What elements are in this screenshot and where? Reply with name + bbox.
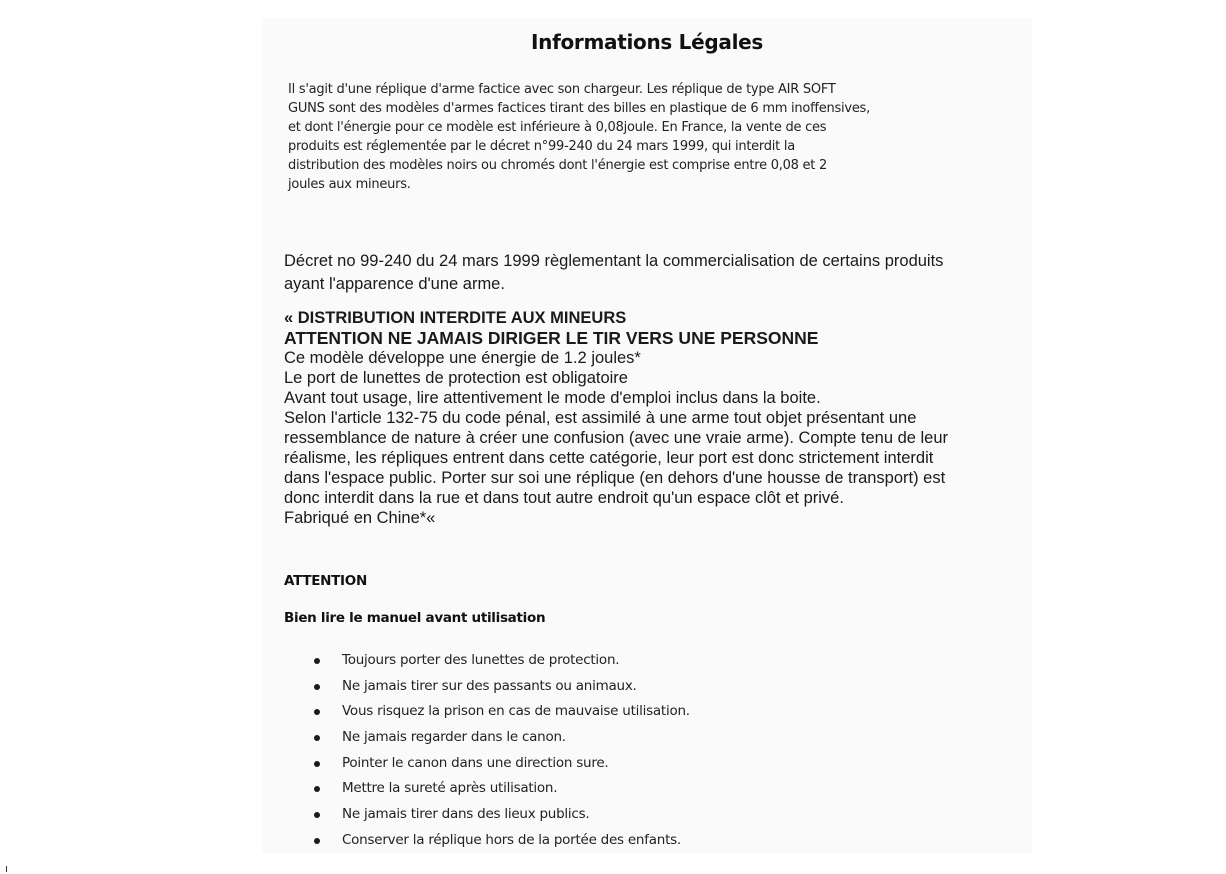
list-item-text: Mettre la sureté après utilisation. — [342, 780, 558, 797]
warning-line: Fabriqué en Chine*« — [284, 509, 436, 527]
bullet-icon — [314, 684, 320, 690]
warning-heading: « DISTRIBUTION INTERDITE AUX MINEURS — [284, 309, 627, 327]
list-item — [312, 648, 690, 674]
document-page — [262, 18, 1032, 853]
warning-block — [284, 308, 1034, 528]
warning-line: Avant tout usage, lire attentivement le mode d'emploi inclus dans la boite. — [284, 389, 821, 407]
warning-heading: ATTENTION NE JAMAIS DIRIGER LE TIR VERS UNE PERSONNE — [284, 328, 819, 348]
list-item — [312, 776, 690, 802]
decree-paragraph — [284, 250, 1034, 296]
warning-line: Selon l'article 132-75 du code pénal, est assimilé à une arme tout objet présentant une — [284, 409, 917, 427]
intro-line: distribution des modèles noirs ou chromés dont l'énergie est comprise entre 0,08 et 2 — [288, 158, 828, 173]
attention-label: ATTENTION — [284, 573, 367, 589]
bullet-icon — [314, 658, 320, 664]
list-item — [312, 674, 690, 700]
list-item — [312, 802, 690, 828]
warning-line: réalisme, les répliques entrent dans cette catégorie, leur port est donc strictement interdit — [284, 449, 934, 467]
warning-line: dans l'espace public. Porter sur soi une réplique (en dehors d'une housse de transport) est — [284, 469, 946, 487]
safety-list — [312, 648, 690, 854]
bullet-icon — [314, 709, 320, 715]
list-item-text: Ne jamais tirer dans des lieux publics. — [342, 806, 590, 823]
bullet-icon — [314, 838, 320, 844]
manual-label: Bien lire le manuel avant utilisation — [284, 610, 546, 626]
intro-line: joules aux mineurs. — [288, 177, 411, 192]
list-item-text: Ne jamais tirer sur des passants ou animaux. — [342, 677, 637, 694]
list-item — [312, 699, 690, 725]
decree-line: ayant l'apparence d'une arme. — [284, 275, 505, 293]
intro-line: Il s'agit d'une réplique d'arme factice avec son chargeur. Les réplique de type AIR SOFT — [288, 82, 836, 97]
bullet-icon — [314, 812, 320, 818]
list-item-text: Toujours porter des lunettes de protection. — [342, 652, 620, 668]
warning-line: Le port de lunettes de protection est obligatoire — [284, 369, 628, 387]
list-item-text: Conserver la réplique hors de la portée des enfants. — [342, 831, 681, 848]
warning-line: Ce modèle développe une énergie de 1.2 joules* — [284, 349, 641, 367]
list-item — [312, 725, 690, 751]
bullet-icon — [314, 786, 320, 792]
bullet-icon — [314, 761, 320, 767]
list-item — [312, 828, 690, 854]
intro-line: GUNS sont des modèles d'armes factices tirant des billes en plastique de 6 mm inoffensives, — [288, 101, 870, 116]
decree-line: Décret no 99-240 du 24 mars 1999 règlementant la commercialisation de certains produits — [284, 252, 944, 270]
page-title: Informations Légales — [530, 30, 764, 54]
intro-paragraph — [288, 80, 988, 194]
intro-line: produits est réglementée par le décret n°99-240 du 24 mars 1999, qui interdit la — [288, 139, 795, 154]
warning-line: ressemblance de nature à créer une confusion (avec une vraie arme). Compte tenu de leur — [284, 429, 949, 447]
intro-line: et dont l'énergie pour ce modèle est inférieure à 0,08joule. En France, la vente de ces — [288, 120, 827, 135]
list-item-text: Pointer le canon dans une direction sure. — [342, 754, 609, 771]
list-item — [312, 751, 690, 777]
list-item-text: Ne jamais regarder dans le canon. — [342, 729, 566, 746]
corner-mark — [6, 866, 7, 872]
bullet-icon — [314, 735, 320, 741]
list-item-text: Vous risquez la prison en cas de mauvaise utilisation. — [342, 703, 690, 720]
warning-line: donc interdit dans la rue et dans tout autre endroit qu'un espace clôt et privé. — [284, 489, 844, 507]
